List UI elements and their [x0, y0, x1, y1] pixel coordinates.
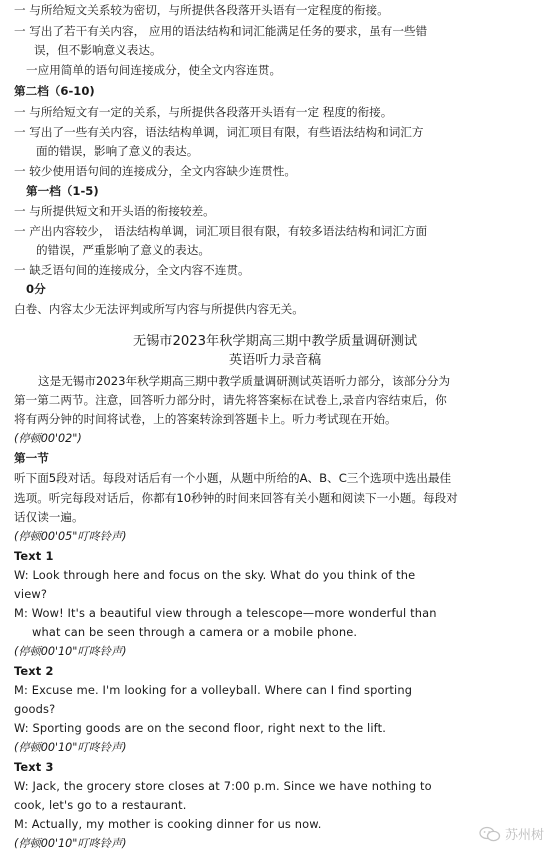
pause-note: (停顿00'02")	[14, 432, 82, 445]
document-subtitle: 英语听力录音稿	[228, 353, 322, 368]
pause-note: (停顿00'10"叮咚铃声)	[14, 741, 127, 754]
text-line: 一 写出了一些有关内容，语法结构单调，词汇项目有限，有些语法结构和词汇方	[14, 125, 424, 139]
text-line: 的错误，严重影响了意义的表达。	[36, 243, 210, 257]
text-line: 误，但不影响意义表达。	[34, 43, 162, 57]
dialogue-line: cook, let's go to a restaurant.	[14, 798, 187, 812]
text-line: 话仅读一遍。	[14, 510, 84, 524]
text-heading: Text 3	[14, 760, 54, 774]
text-line: 这是无锡市2023年秋学期高三期中教学质量调研测试英语听力部分，该部分分为	[38, 374, 451, 388]
text-heading: Text 2	[14, 664, 54, 678]
text-line: 一 写出了若干有关内容， 应用的语法结构和词汇能满足任务的要求，虽有一些错	[14, 24, 428, 38]
pause-note: (停顿00'10"叮咚铃声)	[14, 645, 127, 658]
text-line: 一 与所提供短文和开头语的衔接较差。	[14, 204, 215, 218]
text-line: 一 较少使用语句间的连接成分，全文内容缺少连贯性。	[14, 164, 296, 178]
dialogue-line: W: Look through here and focus on the sky. What do you think of the	[14, 568, 416, 582]
watermark-text: 苏州树	[504, 828, 544, 843]
section-heading: 第一节	[14, 451, 49, 465]
watermark	[479, 824, 544, 843]
dialogue-line: W: Sporting goods are on the second floor, right next to the lift.	[14, 721, 387, 735]
dialogue-line: M: Actually, my mother is cooking dinner for us now.	[14, 817, 322, 831]
section-heading: 第一档（1-5)	[26, 184, 99, 198]
text-line: 白卷、内容太少无法评判或所写内容与所提供内容无关。	[14, 302, 304, 316]
text-heading: Text 1	[14, 549, 54, 563]
document-title: 无锡市2023年秋学期高三期中教学质量调研测试	[132, 334, 418, 349]
text-line: 将有两分钟的时间将试卷，上的答案转涂到答题卡上。听力考试现在开始。	[14, 412, 397, 426]
text-line: 一应用简单的语句间连接成分，使全文内容连贯。	[26, 63, 282, 77]
text-line: 一 与所给短文有一定的关系，与所提供各段落开头语有一定 程度的衔接。	[14, 105, 393, 119]
text-line: 一 产出内容较少， 语法结构单调，词汇项目很有限，有较多语法结构和词汇方面	[14, 224, 428, 238]
dialogue-line: M: Wow! It's a beautiful view through a telescope—more wonderful than	[14, 606, 437, 620]
text-line: 选项。听完每段对话后，你都有10秒钟的时间来回答有关小题和阅读下一小题。每段对	[14, 491, 458, 505]
dialogue-line: W: Jack, the grocery store closes at 7:00 p.m. Since we have nothing to	[14, 779, 432, 793]
text-line: 面的错误，影响了意义的表达。	[36, 144, 199, 158]
text-line: 第一第二两节。注意，回答听力部分时，请先将答案标在试卷上,录音内容结束后，你	[14, 393, 447, 407]
text-line: 一 与所给短文关系较为密切，与所提供各段落开头语有一定程度的衔接。	[14, 3, 389, 17]
dialogue-line: view?	[14, 587, 48, 601]
section-heading: 第二档（6-10)	[14, 84, 95, 98]
pause-note: (停顿00'10"叮咚铃声)	[14, 837, 127, 850]
dialogue-line: goods?	[14, 702, 56, 716]
section-heading: 0分	[26, 282, 46, 296]
text-line: 一 缺乏语句间的连接成分，全文内容不连贯。	[14, 263, 250, 277]
dialogue-line: M: Excuse me. I'm looking for a volleyball. Where can I find sporting	[14, 683, 413, 697]
dialogue-line: what can be seen through a camera or a mobile phone.	[32, 625, 358, 639]
text-line: 听下面5段对话。每段对话后有一个小题，从题中所给的A、B、C三个选项中选出最佳	[14, 471, 452, 485]
wechat-icon	[479, 826, 501, 842]
pause-note: (停顿00'05"叮咚铃声)	[14, 530, 127, 543]
